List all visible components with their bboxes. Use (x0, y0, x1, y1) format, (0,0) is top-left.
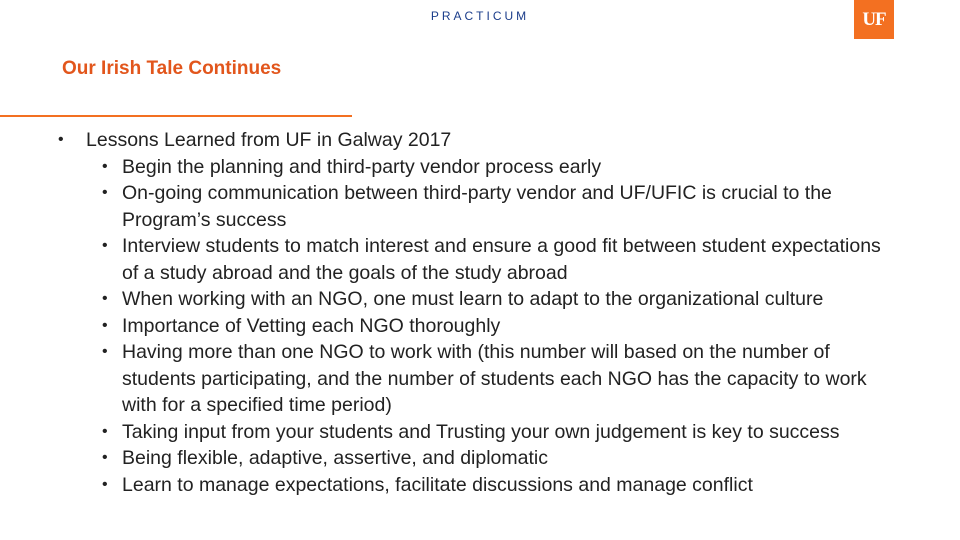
main-bullet (58, 127, 918, 498)
main-bullet-text: Lessons Learned from UF in Galway 2017 (86, 129, 452, 151)
title-divider (0, 115, 352, 117)
sub-bullet: • Taking input from your students and Trusting your own judgement is key to success (94, 419, 882, 446)
sub-bullet: • When working with an NGO, one must learn to adapt to the organizational culture (94, 286, 882, 313)
slide-title: Our Irish Tale Continues (62, 58, 282, 79)
sub-bullet: • Importance of Vetting each NGO thoroughly (94, 313, 882, 340)
section-label: PRACTICUM (430, 9, 530, 23)
sub-bullet: • Interview students to match interest and ensure a good fit between student expectations of a study abroad and the goals of the study abroad (94, 233, 882, 286)
sub-bullet: • Being flexible, adaptive, assertive, and diplomatic (94, 445, 882, 472)
sub-bullet: • On-going communication between third-party vendor and UF/UFIC is crucial to the Program’s success (94, 180, 882, 233)
slide-body (58, 127, 918, 498)
uf-logo: UF (854, 0, 894, 39)
sub-bullet: • Having more than one NGO to work with (this number will based on the number of students participating, and the number of students each NGO has the capacity to work with for a specified time period) (94, 339, 882, 419)
sub-bullet: • Begin the planning and third-party vendor process early (94, 154, 882, 181)
sub-bullet: • Learn to manage expectations, facilitate discussions and manage conflict (94, 472, 882, 499)
bullet-list (58, 127, 918, 498)
sub-bullet-list (94, 154, 918, 499)
